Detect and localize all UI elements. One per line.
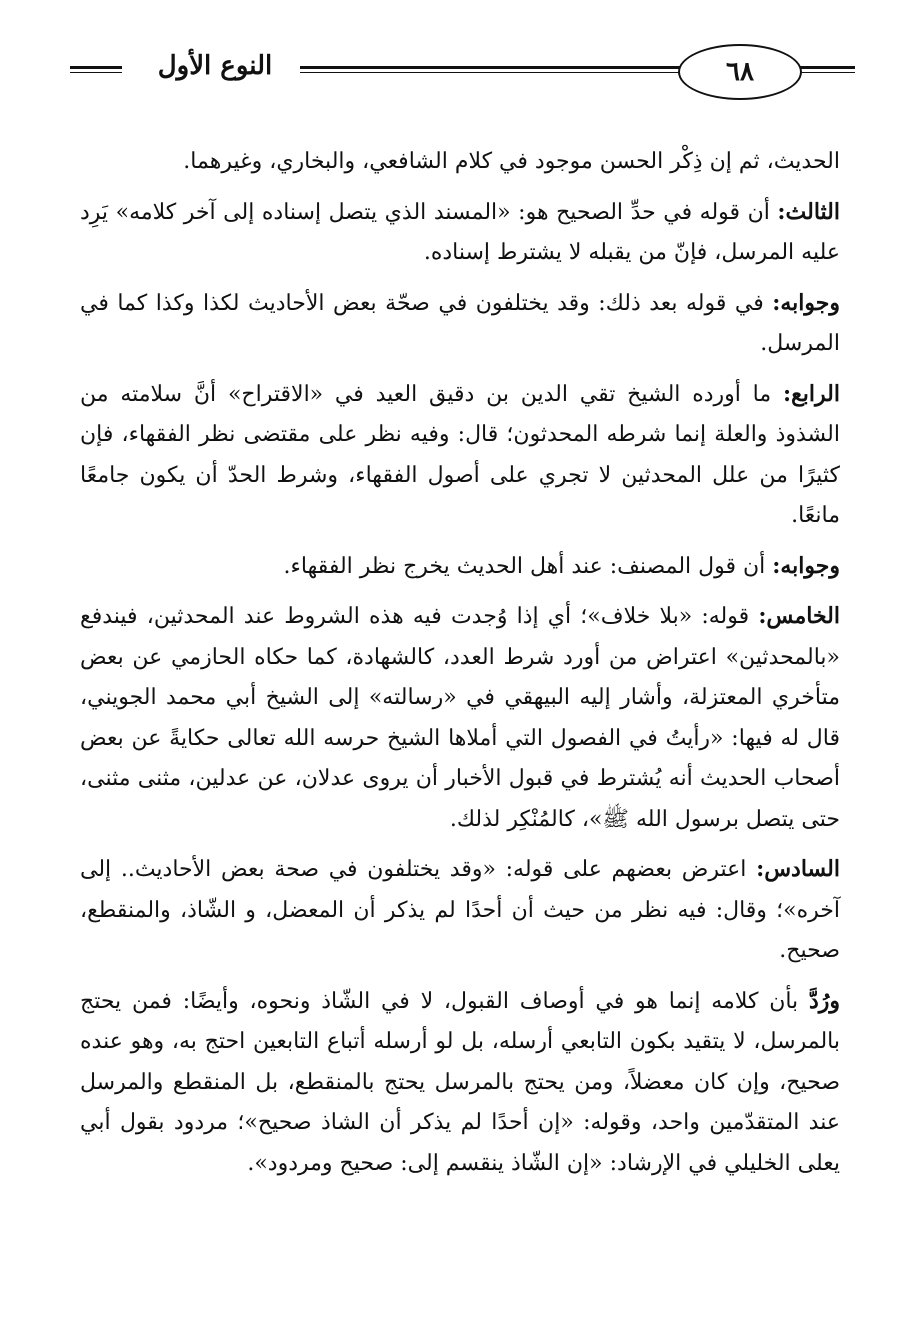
page-number: ٦٨ (678, 44, 802, 100)
paragraph-lead: ورُدَّ (808, 987, 840, 1014)
paragraph-text: اعترض بعضهم على قوله: «وقد يختلفون في صحة بعض الأحاديث.. إلى آخره»؛ وقال: فيه نظر من حيث أن أحدًا لم يذكر أن المعضل، و الشّاذ، والمنقطع، صحيح. (80, 857, 840, 963)
paragraph-lead: وجوابه: (772, 289, 840, 316)
paragraph (80, 283, 840, 365)
paragraph (80, 374, 840, 537)
paragraph-lead: الرابع: (782, 380, 840, 407)
page-header (60, 38, 855, 108)
paragraph (80, 546, 840, 588)
paragraph (80, 849, 840, 972)
paragraph (80, 192, 840, 274)
paragraph-text: ما أورده الشيخ تقي الدين بن دقيق العيد في «الاقتراح» أنَّ سلامته من الشذوذ والعلة إنما شرطه المحدثون؛ قال: وفيه نظر على مقتضى نظر الفقهاء، فإن كثيرًا من علل المحدثين لا تجري على أصول الفقهاء، وشرط الحدّ أن يكون جامعًا مانعًا. (80, 381, 840, 528)
paragraph-text: في قوله بعد ذلك: وقد يختلفون في صحّة بعض الأحاديث لكذا وكذا كما في المرسل. (80, 290, 840, 356)
paragraph (80, 142, 840, 183)
header-rule-short (70, 66, 122, 73)
paragraph-lead: الخامس: (758, 603, 840, 629)
paragraph (80, 596, 840, 840)
paragraph-text: قوله: «بلا خلاف»؛ أي إذا وُجدت فيه هذه الشروط عند المحدثين، فيندفع «بالمحدثين» اعتراض من أورد شرط العدد، كالشهادة، كما حكاه الحازمي عن بعض متأخري المعتزلة، وأشار إليه البيهقي في «رسالته» إلى الشيخ أبي محمد الجويني، قال له فيها: «رأيتُ في الفصول التي أملاها الشيخ حرسه الله تعالى حكايةً عن بعض أصحاب الحديث أنه يُشترط في قبول الأخبار أن يروى عدلان، عن عدلين، مثنى مثنى، حتى يتصل برسول الله ﷺ»، كالمُنْكِر لذلك. (80, 604, 840, 832)
paragraph-text: أن قوله في حدِّ الصحيح هو: «المسند الذي يتصل إسناده إلى آخر كلامه» يَرِد عليه المرسل، فإنّ من يقبله لا يشترط إسناده. (80, 199, 840, 265)
body-text (80, 142, 840, 1193)
paragraph (80, 981, 840, 1185)
paragraph-lead: الثالث: (777, 198, 840, 225)
paragraph-text: بأن كلامه إنما هو في أوصاف القبول، لا في الشّاذ ونحوه، وأيضًا: فمن يحتج بالمرسل، لا يتقيد بكون التابعي أرسله، بل لو أرسله أتباع التابعين احتج به، وهو عنده صحيح، وإن كان معضلاً، ومن يحتج بالمرسل يحتج بالمنقطع، بل المنقطع والمرسل عند المتقدّمين واحد، وقوله: «إن أحدًا لم يذكر أن الشاذ صحيح»؛ مردود بقول أبي يعلى الخليلي في الإرشاد: «إن الشّاذ ينقسم إلى: صحيح ومردود». (80, 988, 840, 1176)
paragraph-text: الحديث، ثم إن ذِكْر الحسن موجود في كلام الشافعي، والبخاري، وغيرهما. (183, 149, 840, 174)
paragraph-lead: السادس: (756, 856, 840, 882)
running-title: النوع الأول (130, 46, 300, 86)
paragraph-lead: وجوابه: (772, 552, 840, 579)
paragraph-text: أن قول المصنف: عند أهل الحديث يخرج نظر الفقهاء. (283, 553, 773, 579)
